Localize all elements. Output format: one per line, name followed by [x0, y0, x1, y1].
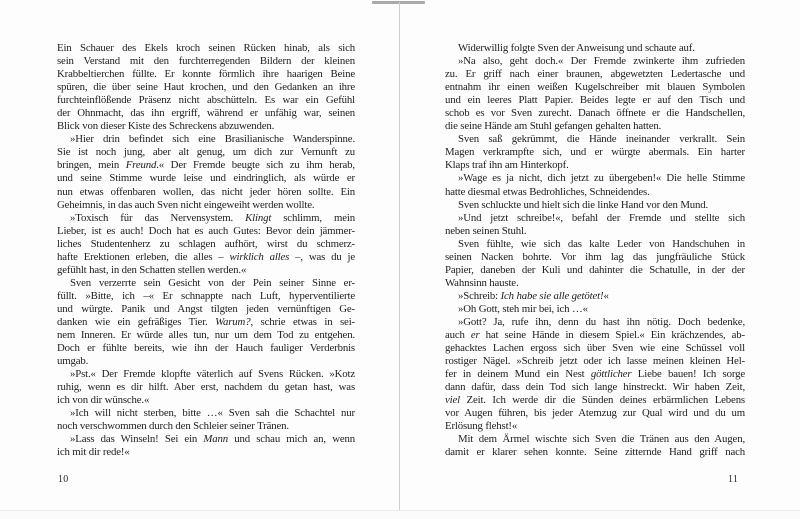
text-line: Widerwillig folgte Sven der Anweisung und schaute auf. [458, 42, 695, 54]
text-line: sein Verstand mit den furchterregenden Bildern der kleinen [57, 55, 355, 68]
page-left-text [57, 42, 355, 460]
paragraph [57, 368, 355, 407]
paragraph [445, 290, 745, 303]
text-line: seinen Nacken bohrte. Vor ihm lag das jungfräuliche Stück [445, 250, 745, 263]
text-line: viel Zeit. Ich werde dir die Sünden deines erbärmlichen Lebens [445, 394, 745, 407]
text-line: »Hier drin befindet sich eine Brasilianische Wanderspinne. [70, 133, 355, 146]
paragraph [57, 277, 355, 368]
text-line: Geheimnis, in das auch Sven nicht eingeweiht werden wollte. [57, 198, 315, 211]
text-line: entnahm ihr einen weißen Kugelschreiber mit blauen Symbolen [445, 81, 745, 94]
text-line: die seine Hände am Stuhl gefangen gehalten hatten. [445, 120, 662, 133]
paragraph [445, 303, 745, 316]
text-line: Sie ist noch jung, aber alt genug, um dich zur Vernunft zu [57, 146, 355, 159]
text-line: hatte diesmal etwas Bedrohliches, Schneidendes. [445, 185, 650, 198]
text-line: »Oh Gott, steh mir bei, ich …« [458, 302, 588, 315]
text-line: ruhig, wenn es dir hilft. Aber erst, nachdem du getan hast, was [57, 381, 355, 394]
paragraph [445, 133, 745, 172]
text-line: Sven verzerrte sein Gesicht von der Pein seiner Sinne er- [70, 276, 355, 289]
text-line: »Ich will nicht sterben, bitte …« Sven sah die Schachtel nur [70, 407, 355, 420]
text-line: Blick von dieser Kiste des Schreckens abzuwenden. [57, 120, 275, 133]
text-line: »Gott? Ja, rufe ihn, denn du hast ihn nötig. Doch bedenke, [458, 315, 745, 328]
text-line: furchteinflößende Präsenz nicht abschütteln. Es war ein Gefühl [57, 94, 355, 107]
paragraph [445, 238, 745, 290]
text-line: spüren, die über seine Haut krochen, und den Gedanken an ihre [57, 81, 355, 94]
text-line: dann dafür, dass dein Tod sich lange hinstreckt. Wir haben Zeit, [445, 381, 745, 394]
paragraph [57, 407, 355, 433]
paragraph [445, 42, 745, 55]
text-line: Wahnsinn hauste. [445, 276, 519, 289]
page-number-left: 10 [58, 474, 69, 485]
text-line: nem Inneren. Er würde alles tun, nur um dem Tod zu entgehen. [57, 329, 355, 342]
paragraph [445, 55, 745, 133]
paragraph [57, 433, 355, 459]
text-line: Sven saß gekrümmt, die Hände ineinander verkrallt. Sein [458, 133, 745, 146]
paragraph [445, 316, 745, 433]
paragraph [445, 212, 745, 238]
page-bottom-edge [0, 510, 800, 519]
text-line: »Na also, geht doch.« Der Fremde zwinkerte ihm zufrieden [458, 55, 745, 68]
text-line: Doch er fühlte bereits, wie ihn der Hauch fauliger Verderbnis [57, 342, 355, 355]
text-line: neben seinen Stuhl. [445, 224, 527, 237]
text-line: auch er hat seine Hände in diesem Spiel.« Ein krächzendes, ab- [445, 329, 745, 342]
text-line: ich mit dir rede!« [57, 446, 130, 459]
text-line: vor Augen führen, bis jeder Atemzug zur Qual wird und du um [445, 407, 745, 420]
paragraph [57, 42, 355, 133]
paragraph [57, 212, 355, 277]
text-line: »Lass das Winseln! Sei ein Mann und schau mich an, wenn [70, 433, 355, 446]
text-line: Sven schluckte und hielt sich die linke Hand vor den Mund. [458, 198, 709, 211]
text-line: Mit dem Ärmel wischte sich Sven die Tränen aus den Augen, [458, 433, 745, 446]
text-line: fer in deinem Mund ein Nest göttlicher Liebe bauen! Ich sorge [445, 368, 745, 381]
text-line: schob es vor Sven zurecht. Danach öffnete er die Handschellen, [445, 107, 745, 120]
text-line: noch verschwommen durch den Schleier seiner Tränen. [57, 420, 289, 433]
text-line: der Ohnmacht, das ihn ergriff, während er unfähig war, seinen [57, 107, 355, 120]
text-line: »Toxisch für das Nervensystem. Klingt schlimm, mein [70, 211, 355, 224]
text-line: Papier, daneben der Kuli und dahinter die Schatulle, in der der [445, 263, 745, 276]
paragraph [445, 199, 745, 212]
text-line: ich von dir wünsche.« [57, 394, 150, 407]
text-line: und ein leeres Platt Papier. Beides legte er auf den Tisch und [445, 94, 745, 107]
text-line: Krabbeltierchen füllte. Er konnte förmlich ihre haarigen Beine [57, 68, 355, 81]
text-line: hafte Erektionen erleben, die alles – wirklich alles –, was du je [57, 250, 355, 263]
text-line: »Schreib: Ich habe sie alle getötet!« [458, 289, 609, 302]
text-line: liches Studentenherz zu schlagen aufhört, wirst du schmerz- [57, 237, 355, 250]
paragraph [445, 433, 745, 459]
text-line: umgab. [57, 355, 89, 368]
text-line: Klaps traf ihn am Hinterkopf. [445, 159, 569, 172]
page-number-right: 11 [728, 474, 739, 485]
page-left [0, 0, 399, 510]
page-right [400, 0, 800, 510]
paragraph [57, 133, 355, 211]
text-line: bringen, mein Freund.« Der Fremde beugte sich zu ihm herab, [57, 159, 355, 172]
text-line: »Wage es ja nicht, dich jetzt zu übergeben!« Die helle Stimme [458, 172, 745, 185]
text-line: Sven fühlte, wie sich das kalte Leder von Handschuhen in [458, 237, 745, 250]
page-right-text [445, 42, 745, 460]
text-line: gefühlt hast, in den Schatten stellen werden.« [57, 263, 247, 276]
text-line: rostiger Nägel. »Schreib jetzt oder ich lasse meinen kleinen Hel- [445, 355, 745, 368]
text-line: Magen verkrampfte sich, und er würgte abermals. Ein harter [445, 146, 745, 159]
text-line: und seine Stimme wurde leise und eindringlich, als würde er [57, 172, 355, 185]
text-line: Lieber, ist es auch! Doch hat es auch Gutes: Bevor dein jämmer- [57, 224, 355, 237]
text-line: gehacktes Lachen ergoss sich über Sven wie eine Schüssel voll [445, 342, 745, 355]
text-line: damit er klarer sehen konnte. Seine zitternde Hand griff nach [445, 446, 745, 459]
text-line: danken wie ein gefräßiges Tier. Warum?, schrie etwas in sei- [57, 315, 355, 328]
text-line: »Und jetzt schreibe!«, befahl der Fremde und stellte sich [458, 211, 745, 224]
text-line: füllt. »Bitte, ich –« Er schnappte nach Luft, hyperventilierte [57, 289, 355, 302]
text-line: Ein Schauer des Ekels kroch seinen Rücken hinab, als sich [57, 42, 355, 54]
text-line: Erlösung flehst!« [445, 420, 518, 433]
text-line: zu. Er griff nach einer braunen, abgewetzten Ledertasche und [445, 68, 745, 81]
text-line: und würgte. Panik und Angst tilgten jeden vernünftigen Ge- [57, 302, 355, 315]
text-line: nun etwas offenbaren wollen, das nicht jeder hören sollte. Ein [57, 185, 355, 198]
paragraph [445, 172, 745, 198]
text-line: »Pst.« Der Fremde klopfte väterlich auf Svens Rücken. »Kotz [70, 368, 355, 381]
